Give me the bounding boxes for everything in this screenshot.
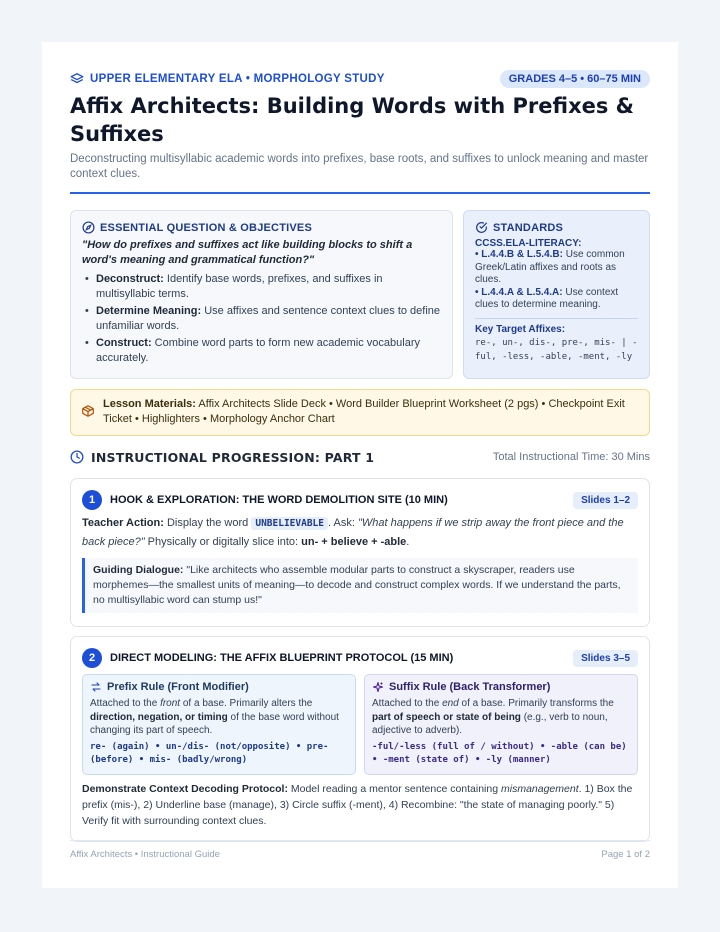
prefix-rule-title: Prefix Rule (Front Modifier) bbox=[107, 681, 249, 693]
objective-text: Combine word parts to form new academic vocabulary accurately. bbox=[96, 337, 421, 364]
essential-heading bbox=[82, 221, 441, 234]
rule-text-emphasis: front bbox=[160, 698, 181, 709]
page-title: Affix Architects: Building Words with Prefixes & Suffixes bbox=[70, 94, 634, 146]
prefix-rule-box bbox=[82, 674, 356, 775]
word-slice: un- + believe + -able bbox=[301, 536, 407, 548]
progression-title-text: INSTRUCTIONAL PROGRESSION: PART 1 bbox=[91, 449, 375, 465]
objective-text: Identify base words, prefixes, and suffixes in multisyllabic terms. bbox=[96, 273, 383, 300]
step-title: DIRECT MODELING: THE AFFIX BLUEPRINT PROTOCOL (15 MIN) bbox=[110, 652, 454, 664]
prefix-rule-text bbox=[90, 697, 348, 738]
suffix-rule-box bbox=[364, 674, 638, 775]
objective-item bbox=[82, 272, 441, 302]
protocol-label: Demonstrate Context Decoding Protocol: bbox=[82, 783, 288, 795]
suffix-rule-title: Suffix Rule (Back Transformer) bbox=[389, 681, 551, 693]
objectives-list bbox=[82, 272, 441, 366]
page-number: Page 1 of 2 bbox=[601, 849, 650, 860]
rule-text-part: Attached to the bbox=[372, 698, 443, 709]
objective-label: Construct: bbox=[96, 337, 152, 349]
rule-text-part: of a base. Primarily alters the bbox=[180, 698, 313, 709]
affix-rules bbox=[82, 674, 638, 775]
teacher-action bbox=[82, 514, 638, 552]
protocol-text: . 1) Box the prefix (mis-), 2) Underline base (manage), 3) Circle suffix (-ment), 4) Recombine: "the state of managing poorly." 5) Verify fit with surrounding context clues. bbox=[82, 783, 633, 827]
teacher-action-label: Teacher Action: bbox=[82, 517, 164, 529]
materials-callout bbox=[70, 389, 650, 436]
essential-heading-text: ESSENTIAL QUESTION & OBJECTIVES bbox=[100, 221, 312, 234]
affix-list: re-, un-, dis-, pre-, mis- | -ful, -less, -able, -ment, -ly bbox=[475, 337, 638, 362]
step-card-modeling bbox=[70, 636, 650, 842]
standards-code: CCSS.ELA-LITERACY: bbox=[475, 238, 582, 249]
total-time: Total Instructional Time: 30 Mins bbox=[492, 451, 650, 463]
rule-text-part: Attached to the bbox=[90, 698, 161, 709]
slides-badge: Slides 3–5 bbox=[573, 650, 638, 667]
objective-item bbox=[82, 304, 441, 334]
standard-label: • L.4.4.A & L.5.4.A: bbox=[475, 286, 563, 298]
grade-pill: GRADES 4–5 • 60–75 MIN bbox=[500, 70, 650, 88]
dialogue-label: Guiding Dialogue: bbox=[93, 564, 184, 576]
progression-title bbox=[70, 450, 374, 465]
word-chip: UNBELIEVABLE bbox=[251, 517, 328, 530]
page-footer bbox=[70, 840, 650, 860]
standard-text: Use common Greek/Latin affixes and roots as clues. bbox=[475, 249, 625, 285]
teacher-question: "What happens if we strip away the front piece and the back piece?" bbox=[82, 517, 624, 548]
overview-row bbox=[70, 210, 650, 379]
eyebrow bbox=[70, 72, 385, 86]
step-header-left bbox=[82, 648, 453, 668]
suffix-rule-text bbox=[372, 697, 630, 738]
rule-text-part: of the base word without changing its part of speech. bbox=[90, 711, 339, 736]
objective-label: Determine Meaning: bbox=[96, 305, 202, 317]
standards-heading-text: STANDARDS bbox=[493, 221, 564, 234]
materials-text bbox=[103, 397, 639, 428]
rule-text-bold: part of speech or state of being bbox=[372, 711, 521, 723]
rule-text-part: of a base. Primarily transforms the bbox=[458, 698, 614, 709]
check-circle-icon bbox=[475, 221, 488, 234]
prefix-rule-heading bbox=[90, 681, 348, 693]
progression-header bbox=[70, 448, 650, 466]
standard-item bbox=[475, 249, 638, 287]
eyebrow-text: UPPER ELEMENTARY ELA • MORPHOLOGY STUDY bbox=[90, 73, 385, 85]
step-card-hook bbox=[70, 478, 650, 627]
step-number: 1 bbox=[82, 490, 102, 510]
compass-icon bbox=[82, 221, 95, 234]
standard-text: Use context clues to determine meaning. bbox=[475, 286, 619, 310]
materials-list: Affix Architects Slide Deck • Word Builder Blueprint Worksheet (2 pgs) • Checkpoint Exit Ticket • Highlighters • Morphology Anchor Chart bbox=[103, 398, 625, 425]
header-divider bbox=[70, 192, 650, 194]
lesson-page bbox=[42, 42, 678, 888]
rule-text-emphasis: end bbox=[442, 698, 459, 709]
header-topline bbox=[70, 70, 650, 88]
dialogue-text: "Like architects who assemble modular parts to construct a skyscraper, readers use morphemes—the smallest units of meaning—to decode and construct complex words. If we understand the parts, no multisyllabic word can stump us!" bbox=[93, 564, 621, 606]
footer-left: Affix Architects • Instructional Guide bbox=[70, 849, 220, 860]
page-subtitle: Deconstructing multisyllabic academic words into prefixes, base roots, and suffixes to unlock meaning and master context clues. bbox=[70, 153, 649, 180]
suffix-examples: -ful/-less (full of / without) • -able (can be) • -ment (state of) • -ly (manner) bbox=[372, 741, 627, 765]
teacher-text: . Ask: bbox=[327, 517, 358, 529]
step-header-left bbox=[82, 490, 448, 510]
essential-question-box bbox=[70, 210, 453, 379]
step-header bbox=[82, 648, 638, 668]
objective-item bbox=[82, 336, 441, 366]
protocol-word: mismanagement bbox=[501, 783, 579, 795]
step-header bbox=[82, 490, 638, 510]
objective-text: Use affixes and sentence context clues to define unfamiliar words. bbox=[96, 305, 441, 332]
step-number: 2 bbox=[82, 648, 102, 668]
essential-question: "How do prefixes and suffixes act like building blocks to shift a word's meaning and grammatical function?" bbox=[82, 239, 413, 266]
teacher-text: . bbox=[406, 536, 410, 548]
standard-item bbox=[475, 287, 638, 312]
teacher-text: Display the word bbox=[163, 517, 252, 529]
slides-badge: Slides 1–2 bbox=[573, 492, 638, 509]
objective-label: Deconstruct: bbox=[96, 273, 164, 285]
package-icon bbox=[81, 404, 95, 428]
standards-box bbox=[463, 210, 650, 379]
suffix-rule-heading bbox=[372, 681, 630, 693]
standards-heading bbox=[475, 221, 638, 234]
affix-heading: Key Target Affixes: bbox=[475, 323, 566, 335]
protocol-text: Model reading a mentor sentence containing bbox=[287, 783, 501, 795]
guiding-dialogue bbox=[82, 558, 638, 613]
clock-icon bbox=[70, 450, 84, 464]
decoding-protocol bbox=[82, 781, 638, 829]
materials-label: Lesson Materials: bbox=[103, 398, 196, 410]
step-title: HOOK & EXPLORATION: THE WORD DEMOLITION SITE (10 MIN) bbox=[110, 494, 448, 506]
prefix-examples: re- (again) • un-/dis- (not/opposite) • pre- (before) • mis- (badly/wrong) bbox=[90, 741, 329, 765]
rule-text-bold: direction, negation, or timing bbox=[90, 711, 228, 723]
sparkle-icon bbox=[372, 681, 384, 693]
standards-divider bbox=[475, 318, 638, 319]
teacher-text: Physically or digitally slice into: bbox=[144, 536, 302, 548]
standard-label: • L.4.4.B & L.5.4.B: bbox=[475, 249, 563, 260]
arrows-swap-icon bbox=[90, 681, 102, 693]
rule-text-part: (e.g., verb to noun, adjective to adverb). bbox=[372, 711, 608, 736]
layers-icon bbox=[70, 72, 84, 86]
